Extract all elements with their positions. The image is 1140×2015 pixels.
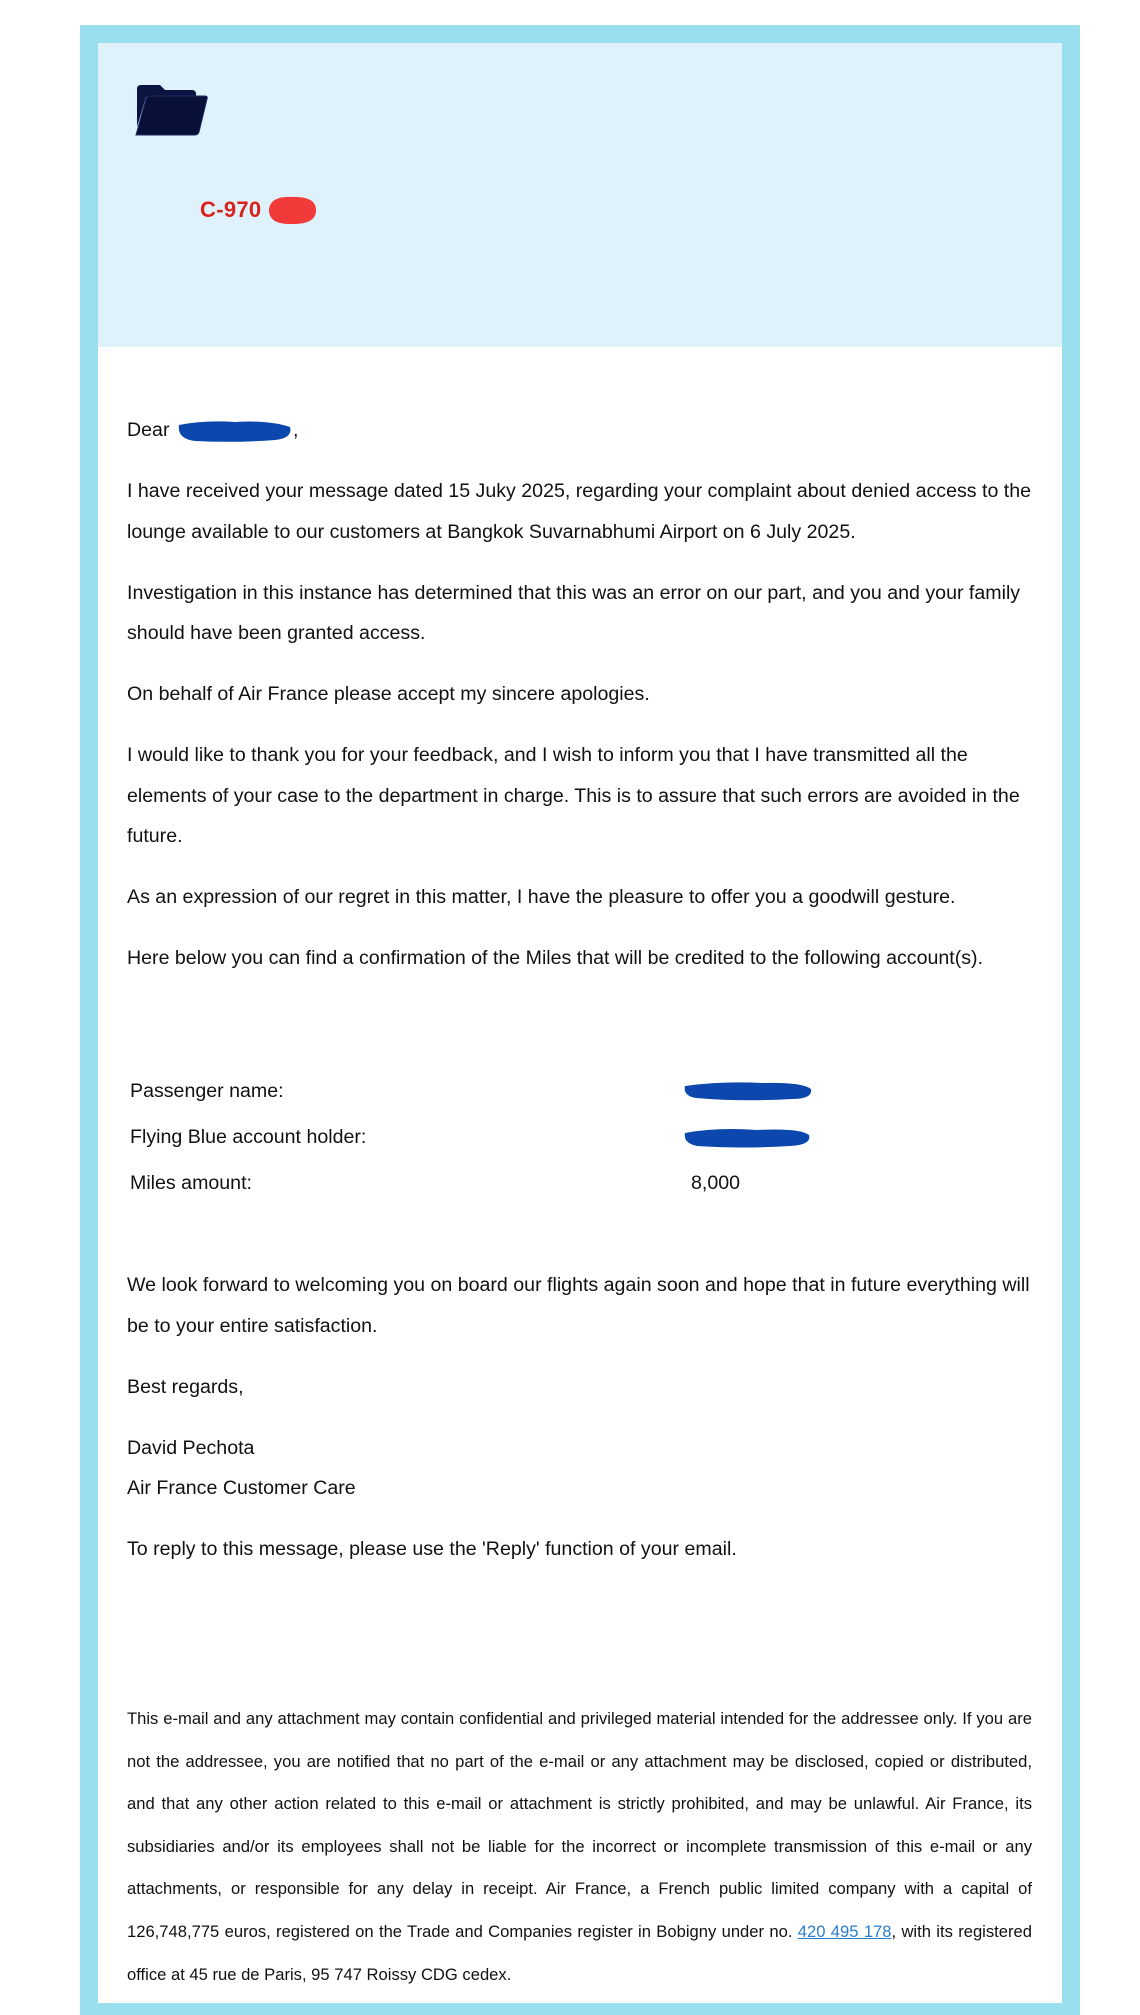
- signer-name: David Pechota: [127, 1436, 255, 1459]
- registration-number-link[interactable]: 420 495 178: [797, 1921, 892, 1941]
- letter-paragraph: Here below you can find a confirmation of the Miles that will be credited to the following account(s).: [127, 947, 984, 969]
- letter-body: [127, 410, 1037, 999]
- reply-note: To reply to this message, please use the 'Reply' function of your email.: [127, 1538, 737, 1560]
- signer-department: Air France Customer Care: [127, 1477, 356, 1499]
- case-reference: C-970: [200, 197, 262, 222]
- email-body: [98, 43, 1062, 2003]
- recipient-name-redaction: [175, 418, 293, 444]
- letter-paragraph: As an expression of our regret in this matter, I have the pleasure to offer you a goodwill gesture.: [127, 886, 956, 908]
- miles-details: [130, 1068, 1040, 1206]
- passenger-label: Passenger name:: [130, 1080, 284, 1102]
- salutation: Dear ,: [127, 410, 1037, 451]
- account-holder-label: Flying Blue account holder:: [130, 1126, 367, 1148]
- account-holder-row: [130, 1114, 1040, 1160]
- passenger-row: [130, 1068, 1040, 1114]
- regards: Best regards,: [127, 1375, 244, 1398]
- letter-paragraph: I have received your message dated 15 Juky 2025, regarding your complaint about denied access to the lounge available to our customers at Bangkok Suvarnabhumi Airport on 6 July 2025.: [127, 480, 1032, 543]
- folder-icon: [134, 81, 208, 139]
- letter-closing: [127, 1265, 1037, 1590]
- legal-disclaimer: This e-mail and any attachment may contain confidential and privileged material intended for the addressee only. If you are not the addressee, you are notified that no part of the e-mail or any attachment may be disclosed, copied or distributed, and that any other action related to this e-mail or attachment is strictly prohibited, and may be unlawful. Air France, its subsidiaries and/or its employees shall not be liable for the incorrect or incomplete transmission of this e-mail or any attachments, or responsible for any delay in receipt. Air France, a French public limited company with a capital of 126,748,775 euros, registered on the Trade and Companies register in Bobigny under no. 420 495 178, with its registered office at 45 rue de Paris, 95 747 Roissy CDG cedex.: [127, 1709, 1032, 1984]
- account-holder-redaction: [682, 1124, 814, 1150]
- reference-redaction: [263, 193, 319, 227]
- miles-value: 8,000: [691, 1172, 741, 1194]
- miles-row: [130, 1160, 1040, 1206]
- letter-paragraph: On behalf of Air France please accept my sincere apologies.: [127, 683, 650, 705]
- letter-paragraph: Investigation in this instance has determined that this was an error on our part, and you and your family should have been granted access.: [127, 581, 1021, 644]
- email-header: [98, 43, 1062, 347]
- letter-paragraph: I would like to thank you for your feedback, and I wish to inform you that I have transmitted all the elements of your case to the department in charge. This is to assure that such errors are avoided in the future.: [127, 744, 1020, 847]
- miles-label: Miles amount:: [130, 1172, 252, 1194]
- closing-paragraph: We look forward to welcoming you on board our flights again soon and hope that in future everything will be to your entire satisfaction.: [127, 1274, 1030, 1337]
- passenger-name-redaction: [682, 1078, 814, 1104]
